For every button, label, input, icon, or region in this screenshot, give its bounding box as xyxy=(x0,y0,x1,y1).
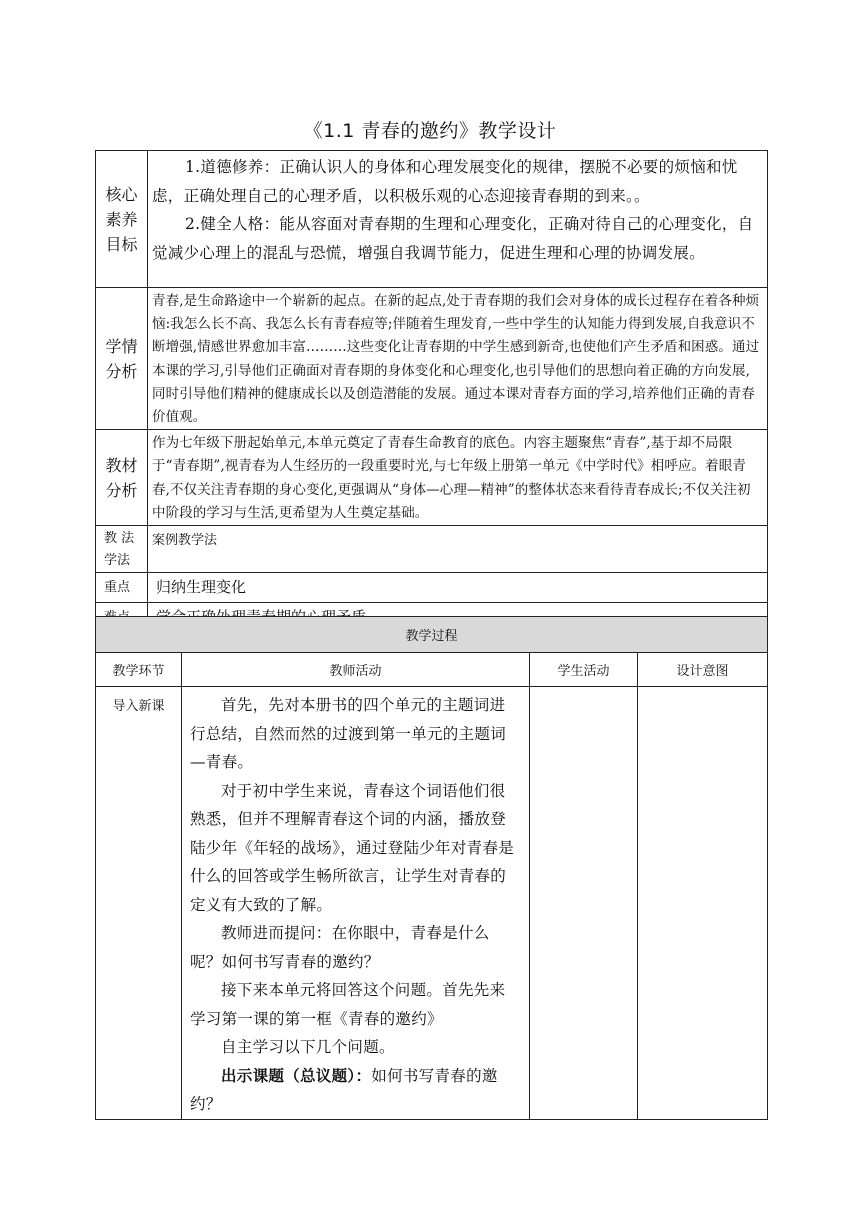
process-title: 教学过程 xyxy=(96,617,768,653)
core-goal-content xyxy=(148,151,768,288)
material-text: 作为七年级下册起始单元,本单元奠定了青春生命教育的底色。内容主题聚焦“青春”,基于却不局限于“青春期”,视青春为人生经历的一段重要时光,与七年级上册第一单元《中学时代》相呼应。着眼青春,不仅关注青春期的身心变化,更强调从“身体—心理—精神”的整体状态来看待青春成长;不仅关注初中阶段的学习与生活,更希望为人生奠定基础。 xyxy=(148,430,768,526)
material-label-text: 教材分析 xyxy=(105,455,138,500)
analysis-label xyxy=(96,288,148,430)
activity-para-2: 对于初中学生来说，青春这个词语他们很熟悉，但并不理解青春这个词的内涵，播放登陆少年《年轻的战场》，通过登陆少年对青春是什么的回答或学生畅所欲言，让学生对青春的定义有大致的了解。 xyxy=(190,781,515,914)
topic-bold: 出示课题（总议题）： xyxy=(221,1065,372,1085)
method-text: 案例教学法 xyxy=(148,526,768,573)
teacher-activity-cell xyxy=(182,687,530,1120)
material-label xyxy=(96,430,148,526)
design-table xyxy=(95,150,768,633)
key-point-label: 重点 xyxy=(96,573,148,603)
activity-para-1: 首先，先对本册书的四个单元的主题词进行总结，自然而然的过渡到第一单元的主题词—青春。 xyxy=(190,696,507,771)
topic-rest: 如何书写青春的邀约？ xyxy=(190,1066,498,1113)
header-teacher-activity: 教师活动 xyxy=(182,653,530,687)
activity-topic xyxy=(190,1062,521,1119)
key-point-text: 归纳生理变化 xyxy=(148,573,768,603)
stage-cell: 导入新课 xyxy=(96,687,182,1120)
activity-para-3: 教师进而提问：在你眼中，青春是什么呢？如何书写青春的邀约？ xyxy=(190,924,490,971)
header-design-intent: 设计意图 xyxy=(638,653,768,687)
core-goal-label-text: 核心素养目标 xyxy=(105,184,138,254)
process-table xyxy=(95,616,768,1120)
activity-para-4: 接下来本单元将回答这个问题。首先先来学习第一课的第一框《青春的邀约》 xyxy=(190,981,506,1028)
core-goal-para-1: 1.道德修养：正确认识人的身体和心理发展变化的规律，摆脱不必要的烦恼和忧虑，正确处理自己的心理矛盾，以积极乐观的心态迎接青春期的到来。。 xyxy=(152,158,738,205)
method-label-text: 教 法学法 xyxy=(104,531,135,569)
core-goal-label xyxy=(96,151,148,288)
activity-para-5: 自主学习以下几个问题。 xyxy=(221,1038,395,1056)
header-student-activity: 学生活动 xyxy=(530,653,638,687)
core-goal-para-2: 2.健全人格：能从容面对青春期的生理和心理变化，正确对待自己的心理变化，自觉减少心理上的混乱与恐慌，增强自我调节能力，促进生理和心理的协调发展。 xyxy=(152,215,754,262)
analysis-label-text: 学情分析 xyxy=(105,336,138,381)
design-intent-cell xyxy=(638,687,768,1120)
analysis-text: 青春,是生命路途中一个崭新的起点。在新的起点,处于青春期的我们会对身体的成长过程存在着各种烦恼:我怎么长不高、我怎么长有青春痘等;伴随着生理发育,一些中学生的认知能力得到发展,自我意识不断增强,情感世界愈加丰富………这些变化让青春期的中学生感到新奇,也使他们产生矛盾和困惑。通过本课的学习,引导他们正确面对青春期的身体变化和心理变化,也引导他们的思想向着正确的方向发展,同时引导他们精神的健康成长以及创造潜能的发展。通过本课对青春方面的学习,培养他们正确的青春价值观。 xyxy=(148,288,768,430)
document-title: 《1.1 青春的邀约》教学设计 xyxy=(303,120,557,142)
student-activity-cell xyxy=(530,687,638,1120)
header-stage: 教学环节 xyxy=(96,653,182,687)
method-label xyxy=(96,526,148,573)
